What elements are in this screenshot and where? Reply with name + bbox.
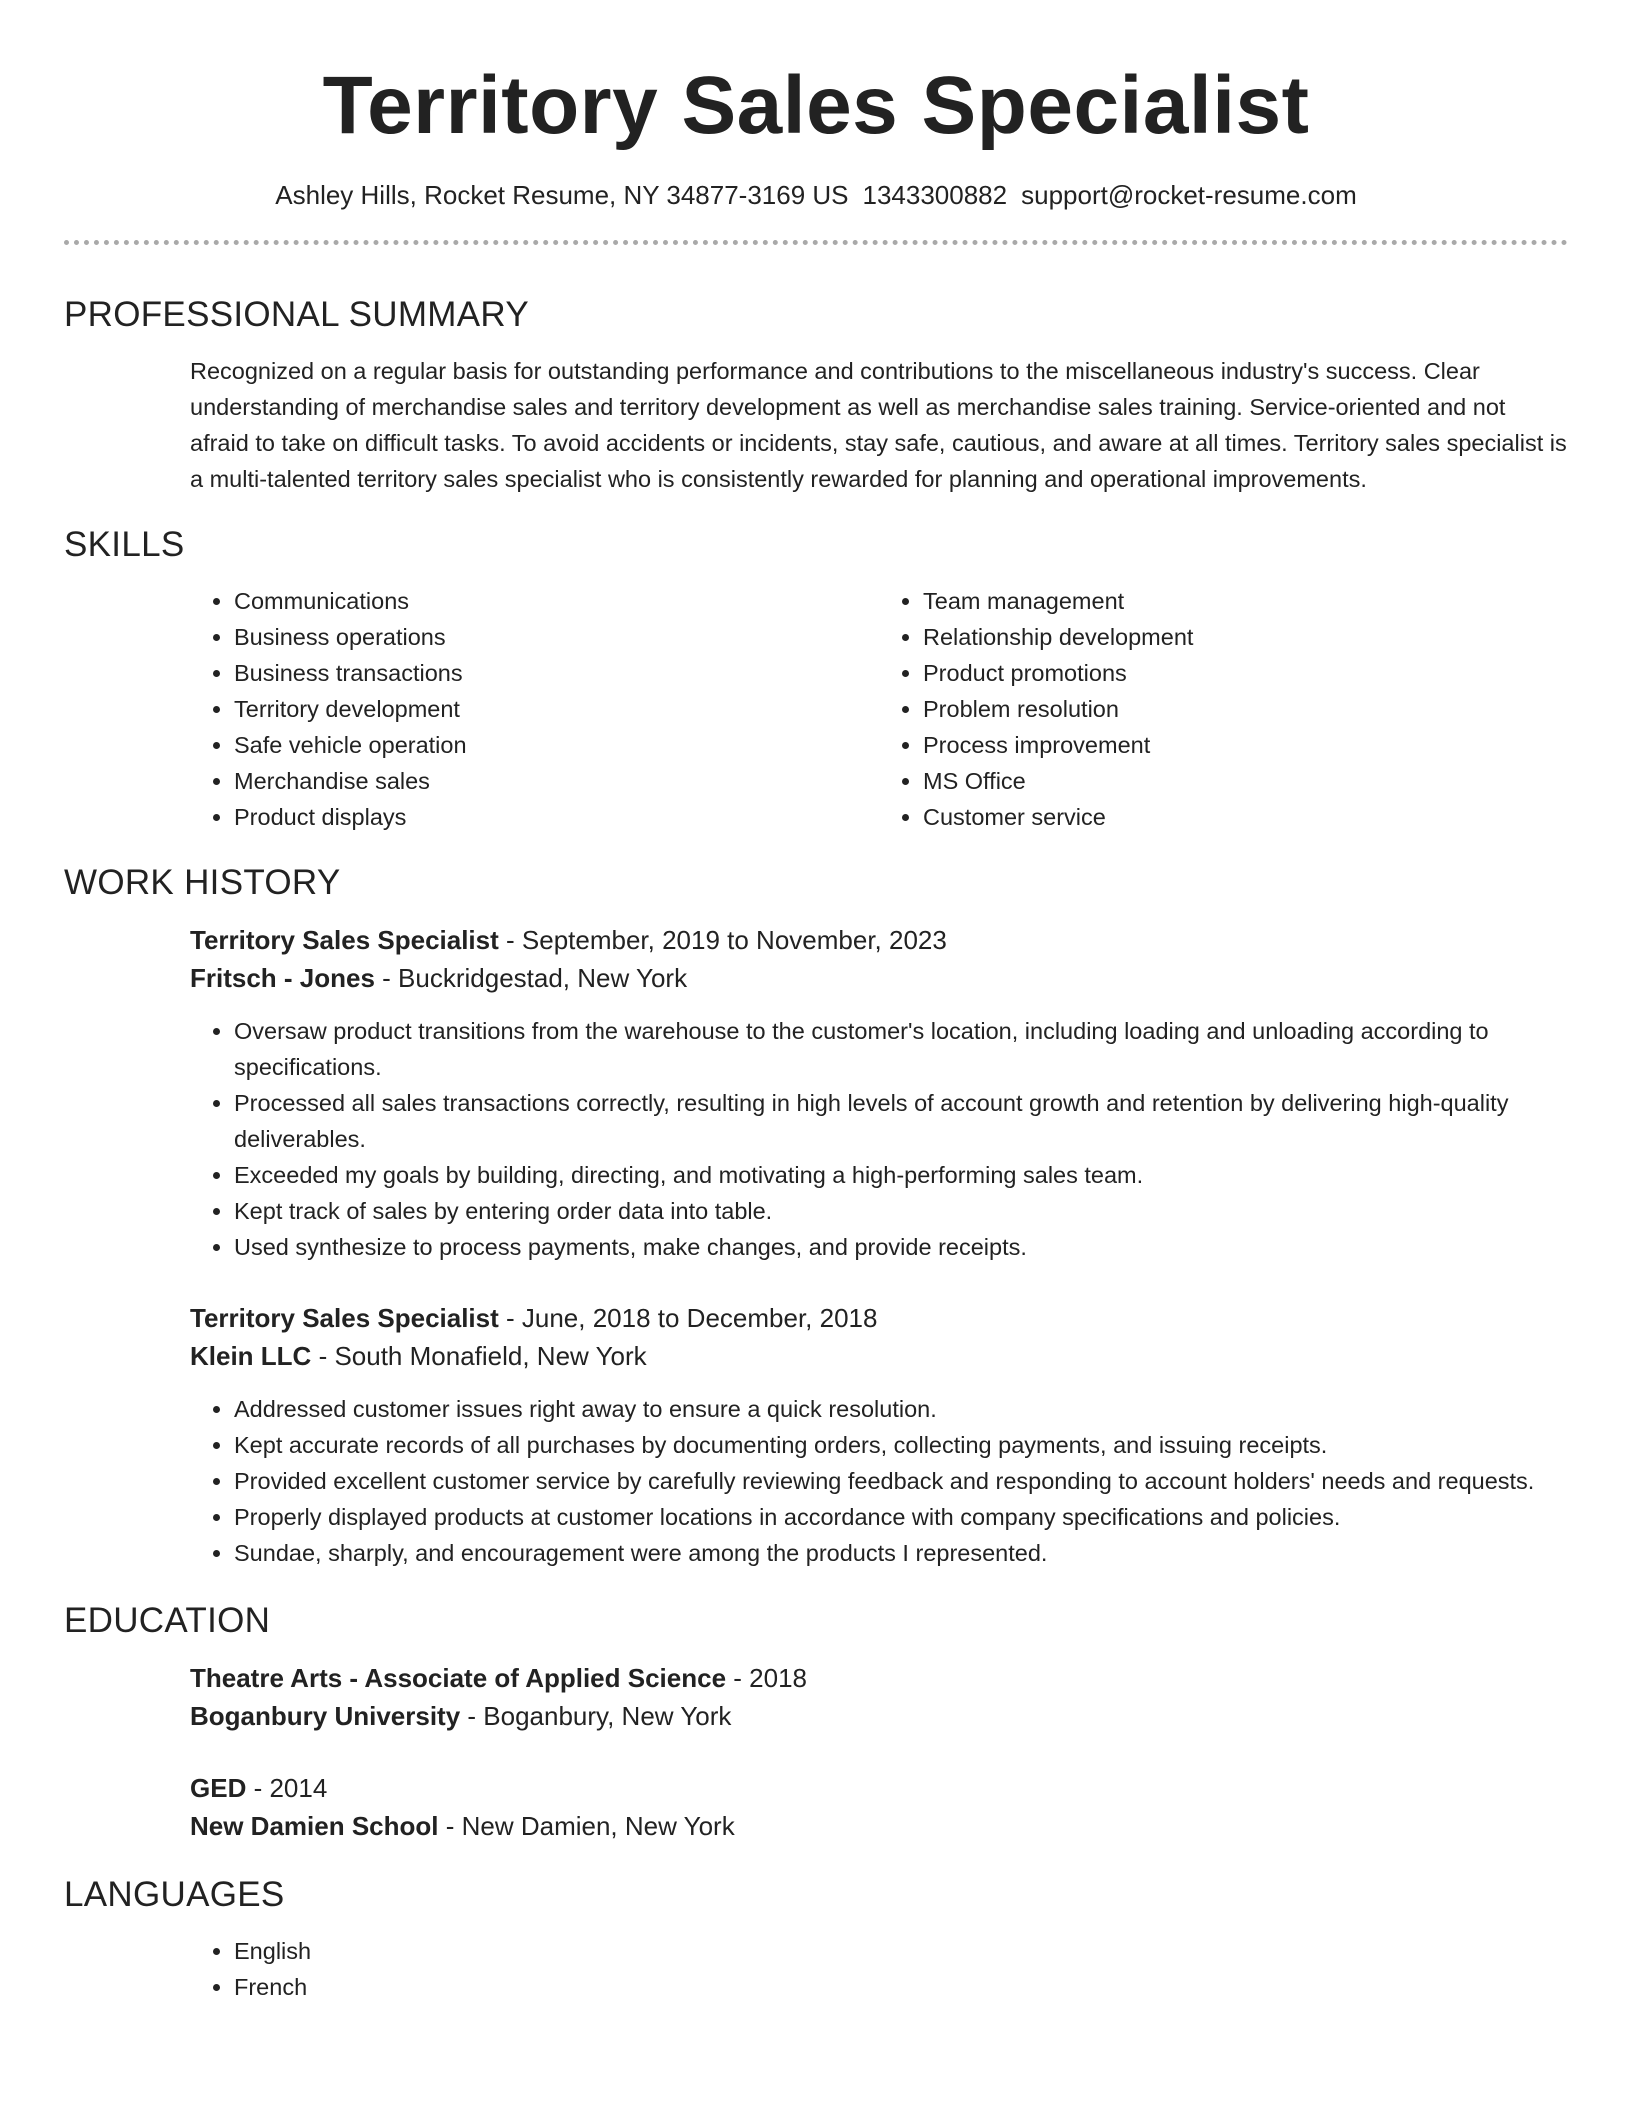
education-year: - 2018 xyxy=(726,1663,807,1693)
languages-heading: LANGUAGES xyxy=(64,1875,285,1914)
job-bullet: • Kept accurate records of all purchases by documenting orders, collecting payments, and issuing receipts. xyxy=(234,1427,1568,1463)
skill-item: • Safe vehicle operation xyxy=(234,727,879,763)
education-degree-line xyxy=(190,1659,1568,1697)
skill-item: • Process improvement xyxy=(923,727,1568,763)
job-location: - South Monafield, New York xyxy=(311,1341,647,1371)
skill-item: • Territory development xyxy=(234,691,879,727)
education-school: Boganbury University xyxy=(190,1701,461,1731)
education-heading: EDUCATION xyxy=(64,1601,271,1640)
job-title: Territory Sales Specialist xyxy=(190,925,499,955)
contact-email: support@rocket-resume.com xyxy=(1021,180,1357,210)
skill-item: • Customer service xyxy=(923,799,1568,835)
skill-item: • MS Office xyxy=(923,763,1568,799)
summary-heading: PROFESSIONAL SUMMARY xyxy=(64,295,529,334)
job-company: Fritsch - Jones xyxy=(190,963,375,993)
skill-item: • Team management xyxy=(923,583,1568,619)
summary-section xyxy=(64,353,1568,497)
job-bullet: • Addressed customer issues right away to ensure a quick resolution. xyxy=(234,1391,1568,1427)
language-item: • French xyxy=(234,1969,1568,2005)
education-degree: Theatre Arts - Associate of Applied Science xyxy=(190,1663,727,1693)
education-location: - New Damien, New York xyxy=(438,1811,735,1841)
work-history-heading: WORK HISTORY xyxy=(64,863,341,902)
skill-item: • Problem resolution xyxy=(923,691,1568,727)
header-divider xyxy=(64,240,1568,245)
job-bullet: • Processed all sales transactions correctly, resulting in high levels of account growth and retention by delivering high-quality deliverables. xyxy=(234,1085,1568,1157)
skill-item: • Business operations xyxy=(234,619,879,655)
education-year: - 2014 xyxy=(246,1773,328,1803)
education-location: - Boganbury, New York xyxy=(460,1701,732,1731)
contact-phone: 1343300882 xyxy=(862,180,1008,210)
language-item: • English xyxy=(234,1933,1568,1969)
job-bullet: • Oversaw product transitions from the warehouse to the customer's location, including loading and unloading according to specifications. xyxy=(234,1013,1568,1085)
job-entry xyxy=(64,921,1568,1265)
summary-text: Recognized on a regular basis for outstanding performance and contributions to the miscellaneous industry's success. Clear understanding of merchandise sales and territory development as well as merchandise sales training. Service-oriented and not afraid to take on difficult tasks. To avoid accidents or incidents, stay safe, cautious, and aware at all times. Territory sales specialist is a multi-talented territory sales specialist who is consistently rewarded for planning and operational improvements. xyxy=(190,358,1567,492)
skills-section xyxy=(64,583,1568,835)
education-degree: GED xyxy=(190,1773,247,1803)
job-company-line xyxy=(190,959,1568,997)
job-bullet: • Kept track of sales by entering order data into table. xyxy=(234,1193,1568,1229)
job-bullet: • Exceeded my goals by building, directing, and motivating a high-performing sales team. xyxy=(234,1157,1568,1193)
job-bullets xyxy=(190,1013,1568,1265)
skill-item: • Product promotions xyxy=(923,655,1568,691)
education-school-line xyxy=(190,1697,1568,1735)
job-dates: - September, 2019 to November, 2023 xyxy=(498,925,947,955)
job-bullet: • Provided excellent customer service by carefully reviewing feedback and responding to account holders' needs and requests. xyxy=(234,1463,1568,1499)
languages-list xyxy=(190,1933,1568,2005)
resume-title: Territory Sales Specialist xyxy=(322,60,1310,151)
job-title-line xyxy=(190,921,1568,959)
skill-item: • Relationship development xyxy=(923,619,1568,655)
education-degree-line xyxy=(190,1769,1568,1807)
skill-item: • Business transactions xyxy=(234,655,879,691)
skills-list-left xyxy=(190,583,879,835)
contact-line xyxy=(64,178,1568,212)
job-entry xyxy=(64,1299,1568,1571)
job-dates: - June, 2018 to December, 2018 xyxy=(498,1303,878,1333)
job-bullet: • Used synthesize to process payments, make changes, and provide receipts. xyxy=(234,1229,1568,1265)
education-school-line xyxy=(190,1807,1568,1845)
job-company: Klein LLC xyxy=(190,1341,312,1371)
job-location: - Buckridgestad, New York xyxy=(374,963,688,993)
skills-heading: SKILLS xyxy=(64,525,185,564)
job-title-line xyxy=(190,1299,1568,1337)
education-entry xyxy=(64,1769,1568,1845)
job-bullet: • Properly displayed products at customer locations in accordance with company specifications and policies. xyxy=(234,1499,1568,1535)
skill-item: • Communications xyxy=(234,583,879,619)
job-company-line xyxy=(190,1337,1568,1375)
skills-list-right xyxy=(879,583,1568,835)
job-bullet: • Sundae, sharply, and encouragement were among the products I represented. xyxy=(234,1535,1568,1571)
skill-item: • Merchandise sales xyxy=(234,763,879,799)
languages-section xyxy=(64,1933,1568,2005)
skill-item: • Product displays xyxy=(234,799,879,835)
contact-address: Ashley Hills, Rocket Resume, NY 34877-3169 US xyxy=(275,180,849,210)
job-title: Territory Sales Specialist xyxy=(190,1303,499,1333)
education-entry xyxy=(64,1659,1568,1735)
education-school: New Damien School xyxy=(190,1811,439,1841)
job-bullets xyxy=(190,1391,1568,1571)
